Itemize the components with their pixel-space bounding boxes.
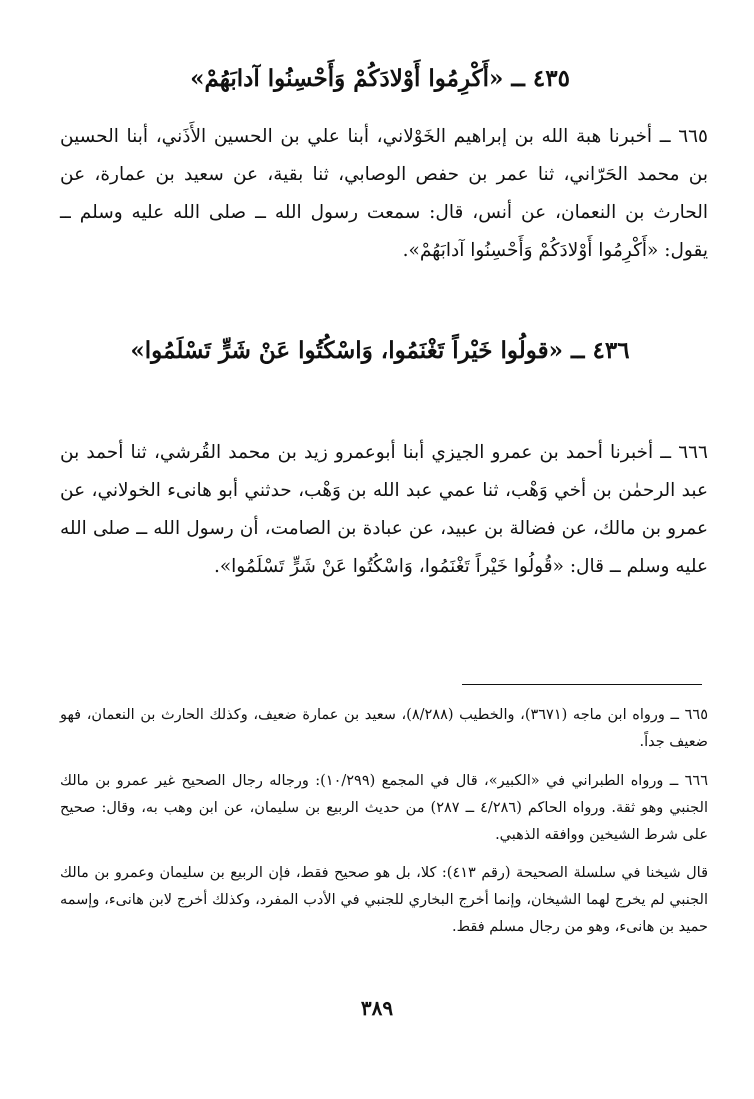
footnote-665: ٦٦٥ ــ ورواه ابن ماجه (٣٦٧١)، والخطيب (٨/٢٨٨)، سعيد بن عمارة ضعيف، وكذلك الحارث بن النعمان، فهو ضعيف جداً.	[60, 707, 709, 750]
hadith-text-665: ٦٦٥ ــ أخبرنا هبة الله بن إبراهيم الخَوْلاني، أبنا علي بن الحسين الأَذَني، أبنا الحسين بن محمد الحَرّاني، ثنا عمر بن حفص الوصابي، ثنا بقية، عن سعيد بن عمارة، عن الحارث بن النعمان، عن أنس، قال: سمعت رسول الله ــ صلى الله عليه وسلم ــ يقول: «أَكْرِمُوا أَوْلادَكُمْ وَأَحْسِنُوا آدابَهُمْ».	[60, 126, 708, 261]
hadith-heading-435: ٤٣٥ ــ «أَكْرِمُوا أَوْلادَكُمْ وَأَحْسِنُوا آدابَهُمْ»	[190, 65, 570, 92]
page-number: ٣٨٩	[360, 996, 394, 1020]
footnote-666-continued: قال شيخنا في سلسلة الصحيحة (رقم ٤١٣): كلا، بل هو صحيح فقط، فإن الربيع بن سليمان وعمرو بن مالك الجنبي لم يخرج لهما الشيخان، وإنما أخرج البخاري للجنبي في الأدب المفرد، وكذلك أخرج لابن هانىء، وإسمه حميد بن هانىء، وهو من رجال مسلم فقط.	[60, 865, 708, 935]
hadith-heading-436: ٤٣٦ ــ «قولُوا خَيْراً تَغْنَمُوا، وَاسْكُتُوا عَنْ شَرٍّ تَسْلَمُوا»	[130, 337, 630, 364]
footnote-666: ٦٦٦ ــ ورواه الطبراني في «الكبير»، قال في المجمع (١٠/٢٩٩): ورجاله رجال الصحيح غير عمرو بن مالك الجنبي وهو ثقة. ورواه الحاكم (٤/٢٨٦ ــ ٢٨٧) من حديث الربيع بن سليمان، عن ابن وهب به، وقال: صحيح على شرط الشيخين ووافقه الذهبي.	[60, 773, 708, 843]
footnote-divider	[462, 684, 702, 685]
hadith-text-666: ٦٦٦ ــ أخبرنا أحمد بن عمرو الجيزي أبنا أبوعمرو زيد بن محمد القُرشي، ثنا أحمد بن عبد الرحمٰن بن أخي وَهْب، ثنا عمي عبد الله بن وَهْب، حدثني أبو هانىء الخولاني، عن عمرو بن مالك، عن فضالة بن عبيد، عن عبادة بن الصامت، أن رسول الله ــ صلى الله عليه وسلم ــ قال: «قُولُوا خَيْراً تَغْنَمُوا، وَاسْكُتُوا عَنْ شَرٍّ تَسْلَمُوا».	[60, 442, 708, 577]
